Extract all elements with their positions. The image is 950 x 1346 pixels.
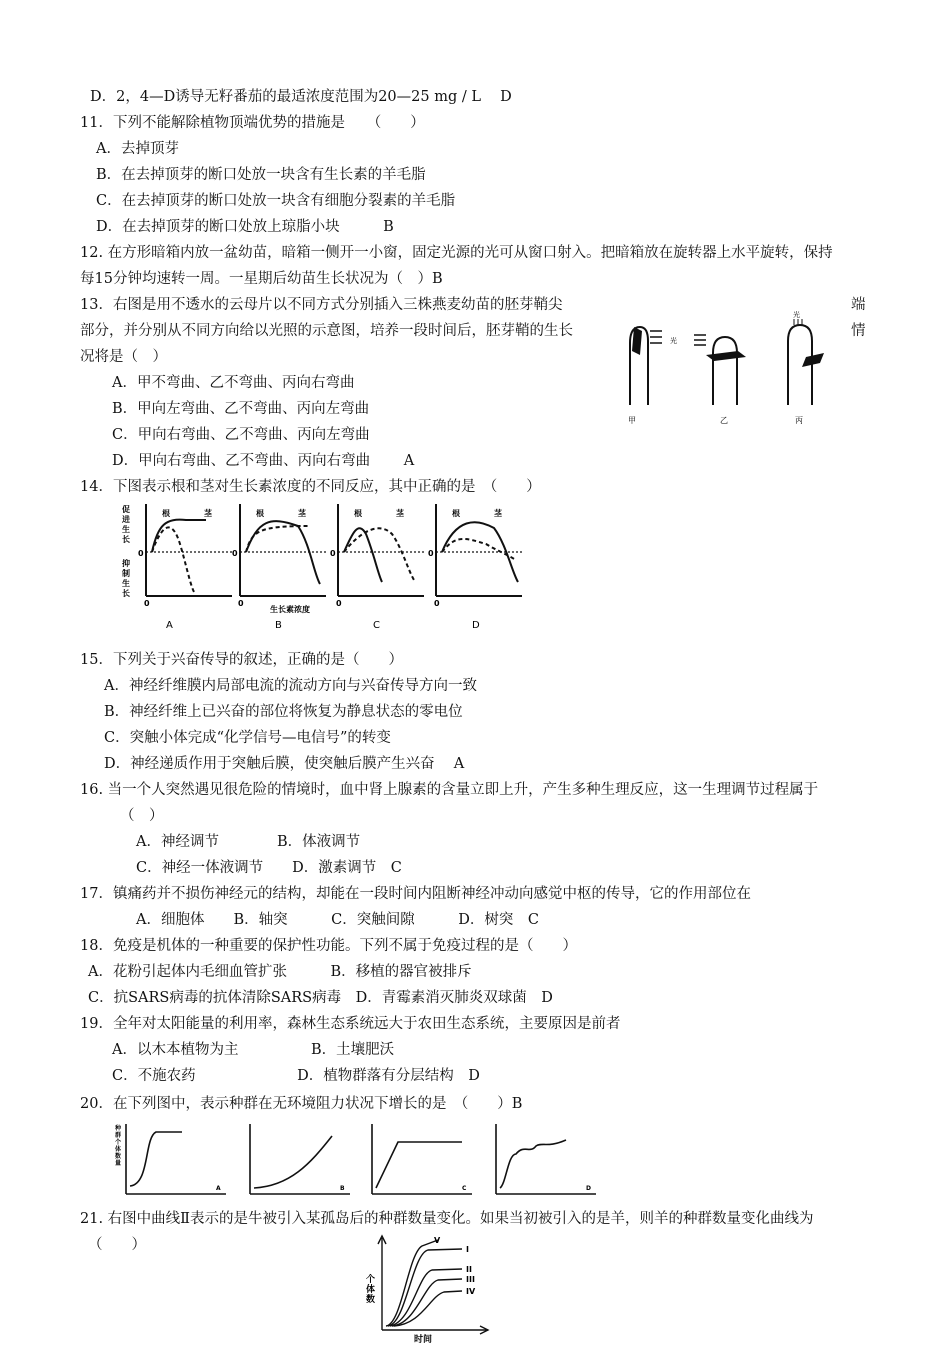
svg-text:C: C: [373, 620, 380, 631]
text-line: （ ）: [120, 808, 164, 824]
svg-text:A: A: [166, 620, 173, 631]
svg-text:制: 制: [122, 569, 130, 578]
label-jia: 甲: [628, 416, 636, 425]
root-label: 根: [256, 509, 264, 518]
text-line: C．甲向右弯曲、乙不弯曲、丙向左弯曲: [112, 427, 370, 443]
zero-label: 0: [138, 549, 144, 558]
text-line: 11．下列不能解除植物顶端优势的措施是 （ ）: [80, 115, 425, 131]
population-growth-figure: [110, 1118, 610, 1198]
y-axis-char: 种: [115, 1125, 122, 1132]
light-label: 光: [793, 311, 800, 319]
growth-panel: [496, 1124, 596, 1194]
text-line: 19．全年对太阳能量的利用率，森林生态系统远大于农田生态系统，主要原因是前者: [80, 1016, 621, 1032]
growth-panel: [250, 1124, 350, 1194]
text-line: 12. 在方形暗箱内放一盆幼苗，暗箱一侧开一小窗，固定光源的光可从窗口射入。把暗箱放在旋转器上水平旋转，保持: [80, 245, 833, 261]
svg-text:个: 个: [366, 1275, 376, 1285]
text-line: 端: [851, 297, 866, 313]
text-line: 17．镇痛药并不损伤神经元的结构，却能在一段时间内阻断神经冲动向感觉中枢的传导，它的作用部位在: [80, 886, 751, 902]
coleoptile-figure: [610, 305, 840, 430]
curve-label: II: [466, 1265, 472, 1274]
text-line: A．花粉引起体内毛细血管扩张 B．移植的器官被排斥: [88, 964, 472, 980]
text-line: 18．免疫是机体的一种重要的保护性功能。下列不属于免疫过程的是（ ）: [80, 938, 577, 954]
stem-label: 茎: [494, 509, 502, 518]
text-line: A．细胞体 B．轴突 C．突触间隙 D．树突 C: [136, 912, 539, 928]
stem-label: 茎: [396, 509, 404, 518]
curve-label: I: [466, 1245, 469, 1254]
text-line: A．神经调节 B．体液调节: [136, 834, 361, 850]
svg-text:促: 促: [122, 505, 130, 514]
svg-text:数: 数: [366, 1295, 376, 1305]
stem-label: 茎: [298, 509, 306, 518]
y-axis-char: 个: [115, 1139, 122, 1146]
text-line: 部分，并分别从不同方向给以光照的示意图，培养一段时间后，胚芽鞘的生长: [80, 323, 573, 339]
svg-text:D: D: [472, 620, 480, 631]
light-label: 光: [670, 337, 677, 345]
y-axis-char: 群: [115, 1132, 122, 1139]
text-line: C．在去掉顶芽的断口处放一块含有细胞分裂素的羊毛脂: [96, 193, 456, 209]
graph-panel: [428, 504, 522, 608]
zero-label: 0: [434, 599, 440, 608]
svg-text:抑: 抑: [122, 559, 130, 568]
text-line: D．在去掉顶芽的断口处放上琼脂小块 B: [96, 219, 394, 235]
svg-text:长: 长: [122, 535, 130, 544]
text-line: C．不施农药 D．植物群落有分层结构 D: [112, 1068, 480, 1084]
label-yi: 乙: [720, 416, 728, 425]
text-line: 21. 右图中曲线Ⅱ表示的是牛被引入某孤岛后的种群数量变化。如果当初被引入的是羊，则羊的种群数量变化曲线为: [80, 1211, 814, 1227]
zero-label: 0: [428, 549, 434, 558]
svg-text:生: 生: [122, 525, 130, 534]
y-axis-char: 体: [115, 1146, 122, 1153]
text-line: B．在去掉顶芽的断口处放一块含有生长素的羊毛脂: [96, 167, 426, 183]
text-line: D．神经递质作用于突触后膜，使突触后膜产生兴奋 A: [104, 756, 465, 772]
graph-panel: [138, 504, 232, 608]
curve-label: IV: [466, 1287, 476, 1296]
text-line: D．2，4—D诱导无籽番茄的最适浓度范围为20—25 mg / L D: [90, 89, 512, 105]
svg-text:长: 长: [122, 589, 130, 598]
x-axis-label: 时间: [414, 1335, 433, 1345]
root-label: 根: [354, 509, 362, 518]
panel-label: B: [340, 1185, 345, 1192]
text-line: （ ）: [88, 1237, 146, 1253]
svg-text:进: 进: [122, 515, 130, 524]
text-line: D．甲向右弯曲、乙不弯曲、丙向右弯曲 A: [112, 453, 415, 469]
label-bing: 丙: [795, 416, 803, 425]
text-line: 况将是（ ）: [80, 349, 167, 365]
panel-label: A: [216, 1185, 221, 1192]
y-axis-char: 数: [115, 1153, 122, 1160]
graph-panel: [232, 504, 326, 608]
zero-label: 0: [330, 549, 336, 558]
text-line: C．抗SARS病毒的抗体清除SARS病毒 D．青霉素消灭肺炎双球菌 D: [88, 990, 553, 1006]
panel-label: D: [586, 1185, 591, 1192]
text-line: 16. 当一个人突然遇见很危险的情境时，血中肾上腺素的含量立即上升，产生多种生理反应，这一生理调节过程属于: [80, 782, 819, 798]
x-axis-label: 生长素浓度: [270, 605, 310, 614]
growth-panel: [372, 1124, 472, 1194]
text-line: C．神经一体液调节 D．激素调节 C: [136, 860, 402, 876]
text-line: B．神经纤维上已兴奋的部位将恢复为静息状态的零电位: [104, 704, 463, 720]
zero-label: 0: [238, 599, 244, 608]
graph-panel: [330, 504, 424, 608]
text-line: A．以木本植物为主 B．土壤肥沃: [112, 1042, 395, 1058]
svg-text:生: 生: [122, 579, 130, 588]
text-line: 20．在下列图中，表示种群在无环境阻力状况下增长的是 （ ）B: [80, 1096, 523, 1112]
growth-panel: [126, 1124, 226, 1194]
text-line: A．去掉顶芽: [96, 141, 179, 157]
text-line: 情: [851, 323, 866, 339]
text-line: 每15分钟均速转一周。一星期后幼苗生长状况为（ ）B: [80, 271, 443, 287]
zero-label: 0: [232, 549, 238, 558]
y-axis-char: 量: [115, 1160, 122, 1167]
svg-text:体: 体: [366, 1285, 376, 1295]
text-line: C．突触小体完成“化学信号—电信号”的转变: [104, 730, 391, 746]
panel-label: C: [462, 1185, 467, 1192]
curve-label: V: [434, 1236, 441, 1245]
stem-label: 茎: [204, 509, 212, 518]
root-label: 根: [162, 509, 170, 518]
curve-label: III: [466, 1275, 475, 1284]
svg-text:B: B: [275, 620, 282, 631]
root-label: 根: [452, 509, 460, 518]
text-line: 15．下列关于兴奋传导的叙述，正确的是（ ）: [80, 652, 403, 668]
text-line: 14．下图表示根和茎对生长素浓度的不同反应，其中正确的是 （ ）: [80, 479, 541, 495]
text-line: A．甲不弯曲、乙不弯曲、丙向右弯曲: [112, 375, 355, 391]
auxin-response-figure: [116, 500, 536, 640]
text-line: A．神经纤维膜内局部电流的流动方向与兴奋传导方向一致: [104, 678, 477, 694]
zero-label: 0: [144, 599, 150, 608]
population-curves-figure: [362, 1234, 492, 1346]
text-line: 13．右图是用不透水的云母片以不同方式分别插入三株燕麦幼苗的胚芽鞘尖: [80, 297, 563, 313]
text-line: B．甲向左弯曲、乙不弯曲、丙向左弯曲: [112, 401, 370, 417]
zero-label: 0: [336, 599, 342, 608]
